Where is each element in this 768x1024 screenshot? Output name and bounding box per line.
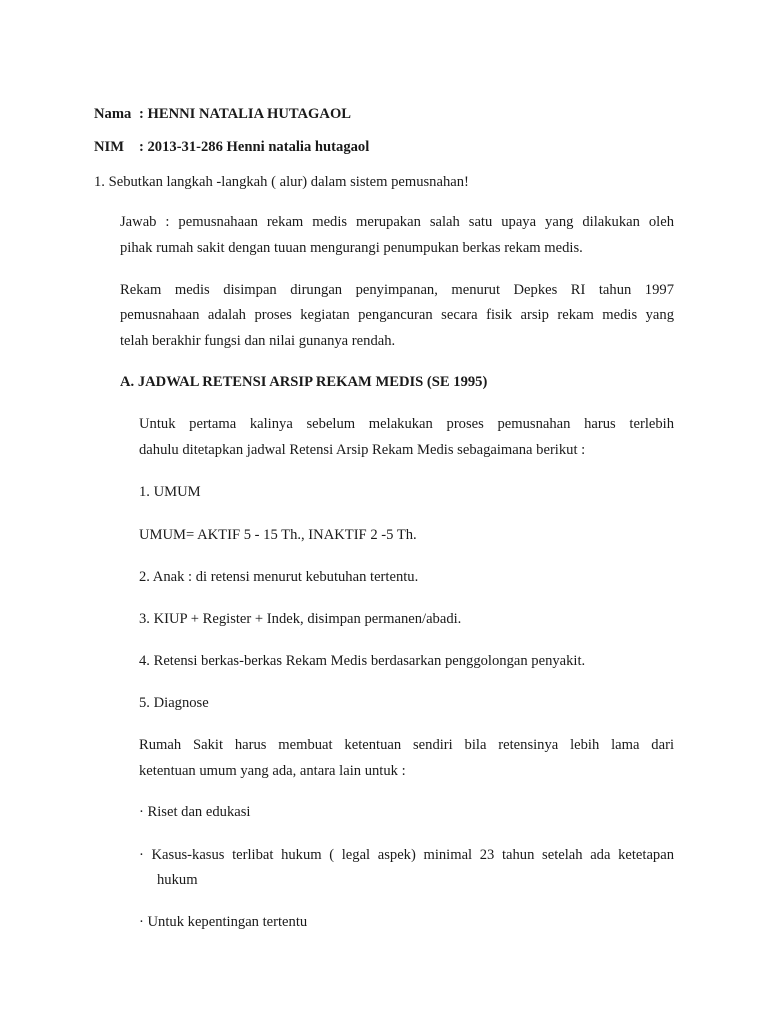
name-row [94, 101, 352, 127]
bullet-kepentingan: · Untuk kepentingan tertentu [139, 914, 308, 930]
bullet-riset: · Riset dan edukasi [139, 804, 251, 820]
question-text: 1. Sebutkan langkah -langkah ( alur) dalam sistem pemusnahan! [94, 174, 469, 190]
answer-p1-line2: pihak rumah sakit dengan tuuan mengurangi penumpukan berkas rekam medis. [120, 240, 583, 256]
retensi-item-4: 4. Retensi berkas-berkas Rekam Medis berdasarkan penggolongan penyakit. [139, 653, 586, 669]
name-label: Nama [94, 106, 132, 122]
section-a-intro-line2: dahulu ditetapkan jadwal Retensi Arsip Rekam Medis sebagaimana berikut : [139, 442, 586, 458]
section-a-intro-line1: Untuk pertama kalinya sebelum melakukan proses pemusnahan harus terlebih [139, 416, 674, 432]
answer-p2-line3: telah berakhir fungsi dan nilai gunanya rendah. [120, 333, 396, 349]
name-value: : HENNI NATALIA HUTAGAOL [139, 106, 352, 122]
rs-paragraph-line2: ketentuan umum yang ada, antara lain untuk : [139, 763, 406, 779]
retensi-item-5: 5. Diagnose [139, 695, 209, 711]
nim-label: NIM [94, 139, 124, 155]
retensi-item-3: 3. KIUP + Register + Indek, disimpan permanen/abadi. [139, 611, 462, 627]
answer-p1-line1: Jawab : pemusnahaan rekam medis merupakan salah satu upaya yang dilakukan oleh [120, 214, 674, 230]
answer-p2-line1: Rekam medis disimpan dirungan penyimpanan, menurut Depkes RI tahun 1997 [120, 282, 674, 298]
retensi-item-1: 1. UMUM [139, 484, 201, 500]
section-a-heading: A. JADWAL RETENSI ARSIP REKAM MEDIS (SE 1995) [120, 374, 488, 390]
nim-value: : 2013-31-286 Henni natalia hutagaol [139, 139, 370, 155]
answer-p2-line2: pemusnahaan adalah proses kegiatan pengancuran secara fisik arsip rekam medis yang [120, 307, 674, 323]
retensi-umum-detail: UMUM= AKTIF 5 - 15 Th., INAKTIF 2 -5 Th. [139, 527, 417, 543]
nim-row [94, 134, 370, 160]
retensi-item-2: 2. Anak : di retensi menurut kebutuhan tertentu. [139, 569, 419, 585]
rs-paragraph-line1: Rumah Sakit harus membuat ketentuan sendiri bila retensinya lebih lama dari [139, 737, 674, 753]
bullet-hukum-line1: · Kasus-kasus terlibat hukum ( legal aspek) minimal 23 tahun setelah ada ketetapan [139, 847, 674, 863]
bullet-hukum-line2: hukum [157, 872, 198, 888]
